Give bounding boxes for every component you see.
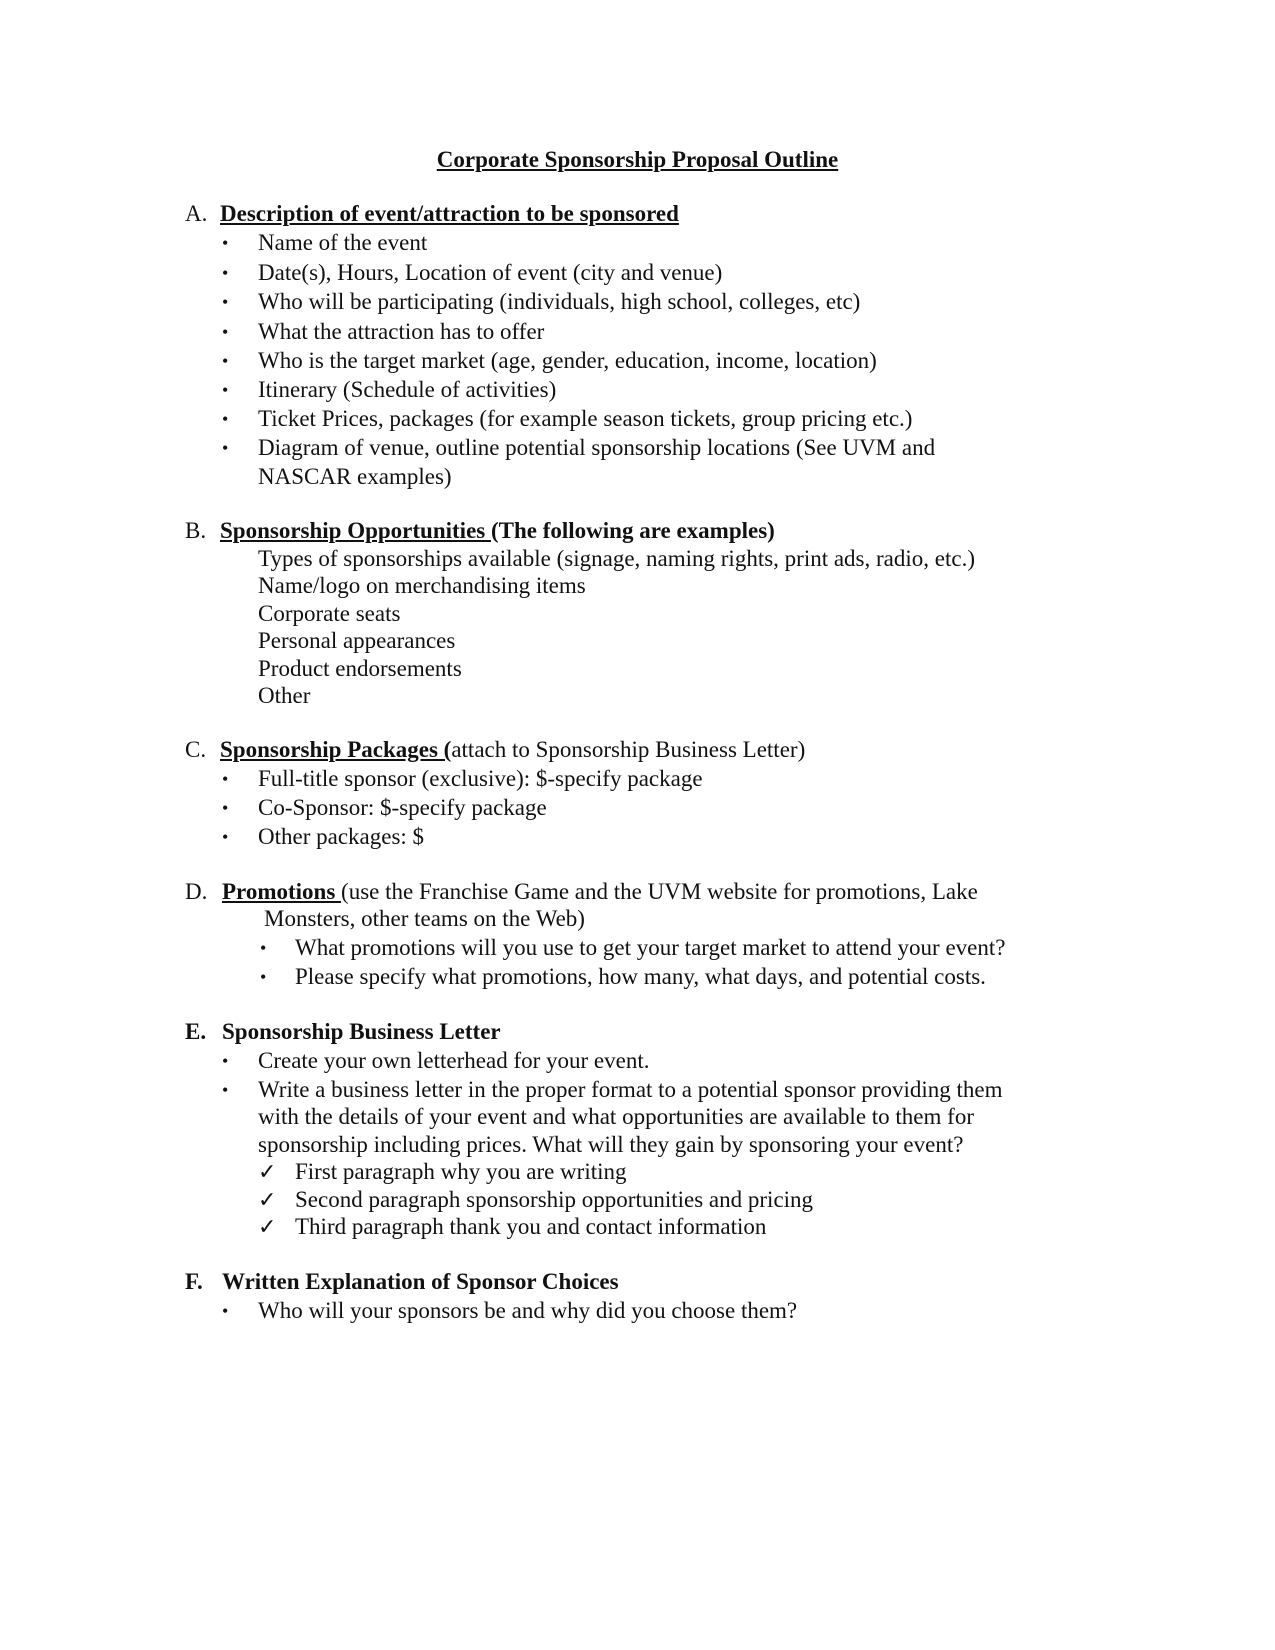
bullet-icon: •	[222, 409, 229, 429]
list-item: Create your own letterhead for your event.	[258, 1048, 650, 1073]
bullet-icon: •	[222, 380, 229, 400]
bullet-icon: •	[222, 1301, 229, 1321]
list-item: Corporate seats	[258, 601, 401, 626]
section-c-heading-underlined: Sponsorship Packages (	[220, 737, 452, 762]
check-item: First paragraph why you are writing	[295, 1159, 627, 1184]
list-item: Write a business letter in the proper format to a potential sponsor providing them	[258, 1077, 1003, 1102]
section-b-heading	[220, 517, 775, 545]
list-item: Other	[258, 683, 311, 708]
bullet-icon: •	[222, 351, 229, 371]
bullet-icon: •	[222, 438, 229, 458]
checkmark-icon: ✓	[258, 1159, 277, 1184]
section-d-heading	[222, 878, 978, 906]
list-item: Diagram of venue, outline potential sponsorship locations (See UVM and	[258, 435, 936, 460]
section-f-heading: Written Explanation of Sponsor Choices	[222, 1269, 619, 1294]
section-a-heading: Description of event/attraction to be sponsored	[220, 201, 679, 226]
section-e-letter: E.	[185, 1019, 207, 1044]
check-item: Third paragraph thank you and contact information	[295, 1214, 767, 1239]
list-item: Ticket Prices, packages (for example season tickets, group pricing etc.)	[258, 406, 913, 431]
bullet-icon: •	[222, 233, 229, 253]
document-title: Corporate Sponsorship Proposal Outline	[436, 147, 839, 172]
list-item: Name of the event	[258, 230, 428, 255]
bullet-icon: •	[222, 263, 229, 283]
list-item: What the attraction has to offer	[258, 319, 545, 344]
bullet-icon: •	[260, 938, 267, 958]
list-item: Other packages: $	[258, 824, 425, 849]
check-item: Second paragraph sponsorship opportunities and pricing	[295, 1187, 814, 1212]
section-d-letter: D.	[185, 879, 208, 904]
checkmark-icon: ✓	[258, 1214, 277, 1239]
section-e-heading: Sponsorship Business Letter	[222, 1019, 501, 1044]
list-item: Please specify what promotions, how many, what days, and potential costs.	[295, 964, 986, 989]
bullet-icon: •	[222, 1080, 229, 1100]
bullet-icon: •	[222, 827, 229, 847]
section-a-letter: A.	[185, 201, 208, 226]
section-b-heading-underlined: Sponsorship Opportunities	[220, 518, 491, 543]
list-item: Itinerary (Schedule of activities)	[258, 377, 557, 402]
bullet-icon: •	[222, 798, 229, 818]
list-item: What promotions will you use to get your target market to attend your event?	[295, 935, 1006, 960]
bullet-icon: •	[222, 322, 229, 342]
list-item: Full-title sponsor (exclusive): $-specify package	[258, 766, 703, 791]
section-d-heading-continuation: Monsters, other teams on the Web)	[264, 906, 585, 931]
bullet-icon: •	[222, 1051, 229, 1071]
list-item: Name/logo on merchandising items	[258, 573, 586, 598]
list-item: Who will be participating (individuals, high school, colleges, etc)	[258, 289, 861, 314]
bullet-icon: •	[222, 292, 229, 312]
bullet-icon: •	[222, 769, 229, 789]
section-d-heading-underlined: Promotions	[222, 879, 342, 904]
section-b-heading-rest: (The following are examples)	[490, 518, 775, 543]
list-item-continuation: sponsorship including prices. What will they gain by sponsoring your event?	[258, 1132, 964, 1157]
list-item: Who is the target market (age, gender, education, income, location)	[258, 348, 877, 373]
list-item: Personal appearances	[258, 628, 456, 653]
list-item: Co-Sponsor: $-specify package	[258, 795, 547, 820]
checkmark-icon: ✓	[258, 1187, 277, 1212]
list-item-continuation: with the details of your event and what opportunities are available to them for	[258, 1104, 974, 1129]
list-item-continuation: NASCAR examples)	[258, 464, 452, 489]
list-item: Who will your sponsors be and why did you choose them?	[258, 1298, 798, 1323]
section-c-heading-rest: attach to Sponsorship Business Letter)	[451, 737, 806, 762]
section-c-letter: C.	[185, 737, 207, 762]
section-f-letter: F.	[185, 1269, 203, 1294]
list-item: Date(s), Hours, Location of event (city and venue)	[258, 260, 723, 285]
section-b-letter: B.	[185, 518, 207, 543]
list-item: Types of sponsorships available (signage, naming rights, print ads, radio, etc.)	[258, 546, 975, 571]
list-item: Product endorsements	[258, 656, 462, 681]
bullet-icon: •	[260, 967, 267, 987]
section-d-heading-rest: (use the Franchise Game and the UVM website for promotions, Lake	[341, 879, 978, 904]
section-c-heading	[220, 736, 805, 764]
